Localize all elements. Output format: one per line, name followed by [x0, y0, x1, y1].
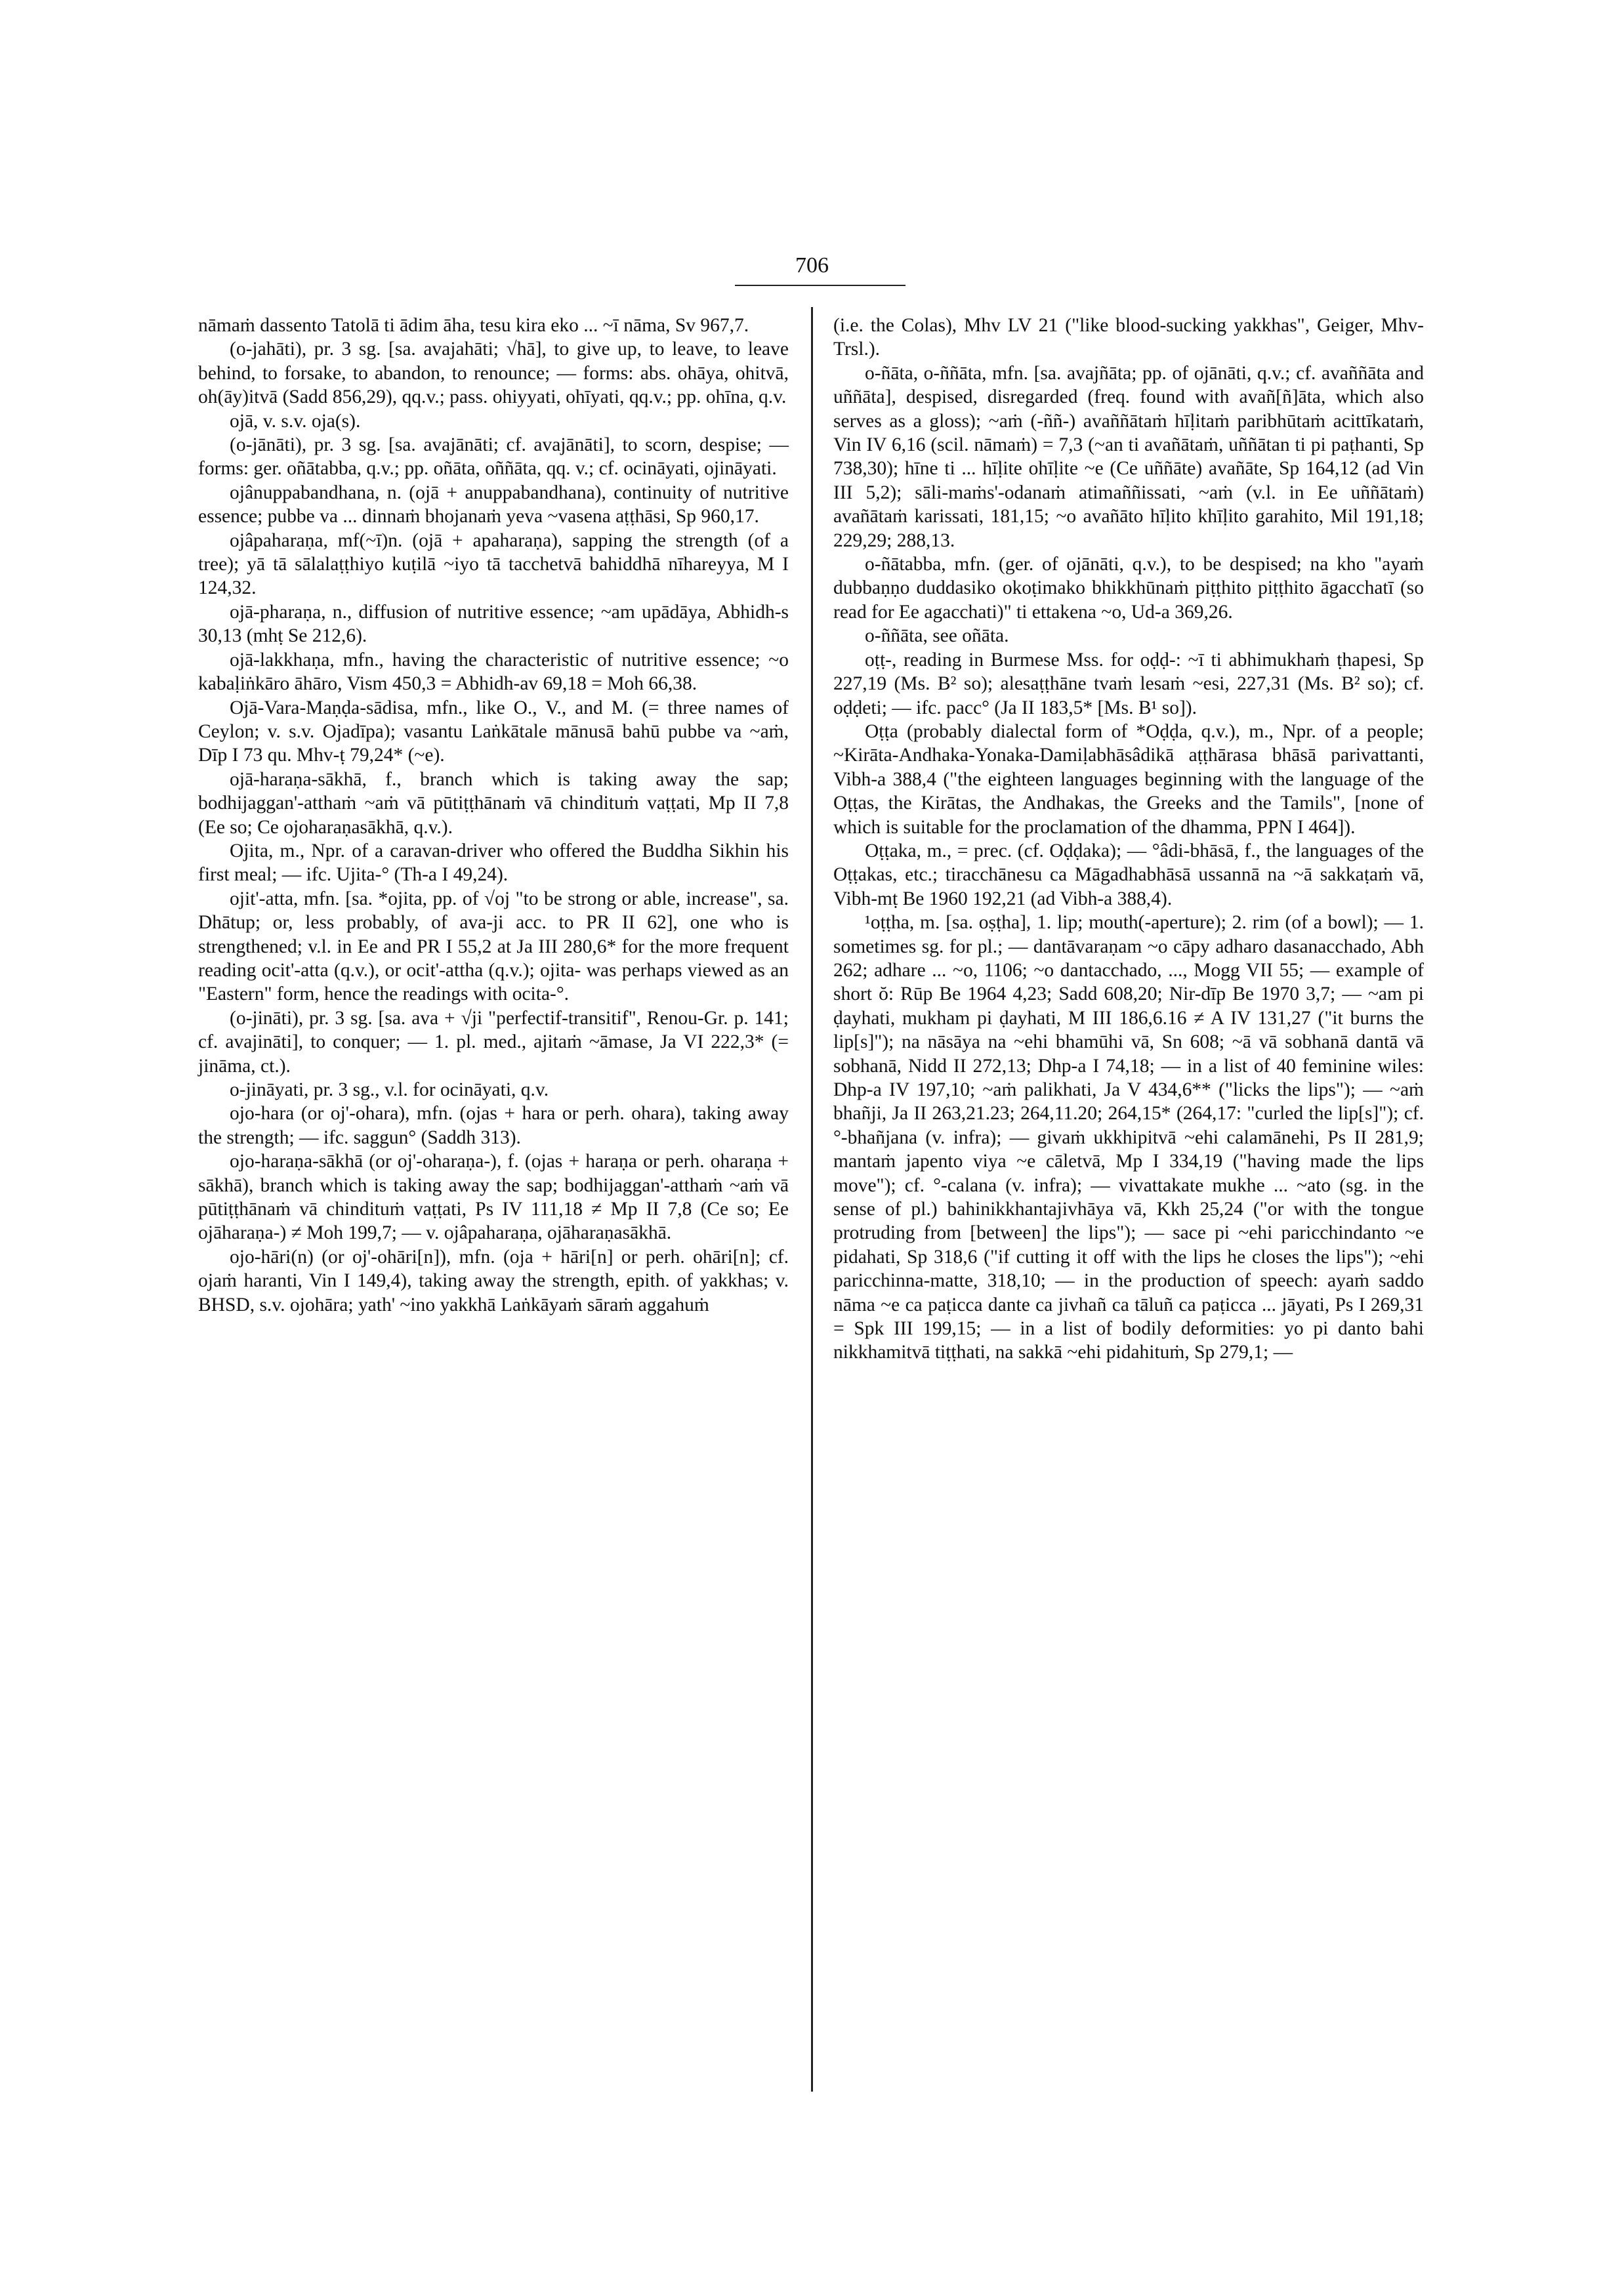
dictionary-entry: nāmaṁ dassento Tatolā ti ādim āha, tesu kira eko ... ~ī nāma, Sv 967,7. — [198, 315, 749, 336]
dictionary-entry: oṭṭ-, reading in Burmese Mss. for oḍḍ-: ~ī ti abhimukhaṁ ṭhapesi, Sp 227,19 (Ms. B² so); alesaṭṭhāne tvaṁ lesaṁ ~esi, 227,31 (Ms. B² so); cf. oḍḍeti; — ifc. pacc° (Ja II 183,5* [Ms. B¹ so]). — [833, 649, 1424, 718]
dictionary-entry: (o-jināti), pr. 3 sg. [sa. ava + √ji "perfectif-transitif", Renou-Gr. p. 141; cf. avajināti], to conquer; — 1. pl. med., ajitaṁ ~āmase, Ja VI 222,3* (= jināma, ct.). — [198, 1007, 789, 1077]
dictionary-entry: ojo-haraṇa-sākhā (or oj'-oharaṇa-), f. (ojas + haraṇa or perh. oharaṇa + sākhā), branch which is taking away the sap; bodhijaggan'-atthaṁ ~aṁ vā pūtiṭṭhānaṁ vā chindituṁ vaṭṭati, Ps IV 111,18 ≠ Mp II 7,8 (Ce so; Ee ojāharaṇa-) ≠ Moh 199,7; — v. ojâpaharaṇa, ojāharaṇasākhā. — [198, 1151, 789, 1244]
dictionary-entry: o-ñātabba, mfn. (ger. of ojānāti, q.v.), to be despised; na kho "ayaṁ dubbaṇṇo duddasiko okoṭimako bhikkhūnaṁ piṭṭhito piṭṭhito āgacchatī (so read for Ee agacchati)" ti ettakena ~o, Ud-a 369,26. — [833, 554, 1424, 623]
right-column — [833, 314, 1424, 1365]
dictionary-entry: Oṭṭaka, m., = prec. (cf. Oḍḍaka); — °âdi-bhāsā, f., the languages of the Oṭṭakas, etc.; tiracchānesu ca Māgadhabhāsā ussannā na ~ā sakkaṭaṁ vā, Vibh-mṭ Be 1960 192,21 (ad Vibh-a 388,4). — [833, 840, 1424, 909]
dictionary-entry: o-ñāta, o-ññāta, mfn. [sa. avajñāta; pp. of ojānāti, q.v.; cf. avaññāta and uññāta], despised, disregarded (freq. found with avañ[ñ]āta, which also serves as a gloss); ~aṁ (-ññ-) avaññātaṁ hīḷitaṁ paribhūtaṁ acittīkataṁ, Vin IV 6,16 (scil. nāmaṁ) = 7,3 (~an ti avañātaṁ, uññātan ti pi paṭhanti, Sp 738,30); hīne ti ... hīḷite ohīḷite ~e (Ce uññāte) avañāte, Sp 164,12 (ad Vin III 5,2); sāli-maṁs'-odanaṁ atimaññissati, ~aṁ (v.l. in Ee uññātaṁ) avañātaṁ karissati, 181,15; ~o avañāto hīḷito khīḷito garahito, Mil 191,18; 229,29; 288,13. — [833, 362, 1424, 551]
dictionary-entry: Ojā-Vara-Maṇḍa-sādisa, mfn., like O., V., and M. (= three names of Ceylon; v. s.v. Ojadīpa); vasantu Laṅkātale mānusā bahū pubbe va ~aṁ, Dīp I 73 qu. Mhv-ṭ 79,24* (~e). — [198, 697, 789, 766]
dictionary-entry: ojā-lakkhaṇa, mfn., having the characteristic of nutritive essence; ~o kabaḷiṅkāro āhāro, Vism 450,3 = Abhidh-av 69,18 = Moh 66,38. — [198, 649, 789, 695]
dictionary-entry: ojo-hara (or oj'-ohara), mfn. (ojas + hara or perh. ohara), taking away the strength; — ifc. saggun° (Saddh 313). — [198, 1103, 789, 1148]
dictionary-entry: ojo-hāri(n) (or oj'-ohāri[n]), mfn. (oja + hāri[n] or perh. ohāri[n]; cf. ojaṁ haranti, Vin I 149,4), taking away the strength, epith. of yakkhas; v. BHSD, s.v. ojohāra; yath' ~ino yakkhā Laṅkāyaṁ sāraṁ aggahuṁ — [198, 1246, 789, 1315]
dictionary-entry: ojā, v. s.v. oja(s). — [230, 410, 361, 432]
dictionary-entry: ojit'-atta, mfn. [sa. *ojita, pp. of √oj "to be strong or able, increase", sa. Dhātup; or, less probably, of ava-ji acc. to PR II 62], one who is strengthened; v.l. in Ee and PR I 55,2 at Ja III 280,6* for the more frequent reading ocit'-atta (q.v.), or ocit'-attha (q.v.); ojita- was perhaps viewed as an "Eastern" form, hence the readings with ocita-°. — [198, 888, 789, 1005]
left-column — [198, 314, 789, 1317]
dictionary-entry: o-jināyati, pr. 3 sg., v.l. for ocināyati, q.v. — [230, 1079, 549, 1100]
dictionary-entry: (i.e. the Colas), Mhv LV 21 ("like blood-sucking yakkhas", Geiger, Mhv-Trsl.). — [833, 315, 1424, 360]
dictionary-entry: (o-jānāti), pr. 3 sg. [sa. avajānāti; cf. avajānāti], to scorn, despise; — forms: ger. oñātabba, q.v.; pp. oñāta, oññāta, qq. v.; cf. ocināyati, ojināyati. — [198, 434, 789, 480]
dictionary-entry: ¹oṭṭha, m. [sa. oṣṭha], 1. lip; mouth(-aperture); 2. rim (of a bowl); — 1. sometimes sg. for pl.; — dantāvaraṇam ~o cāpy adharo dasanacchado, Abh 262; adhare ... ~o, 1106; ~o dantacchado, ..., Mogg VII 55; — example of short ŏ: Rūp Be 1964 4,23; Sadd 608,20; Nir-dīp Be 1970 3,7; — ~am pi ḍayhati, mukham pi ḍayhati, M III 186,6.16 ≠ A IV 131,27 ("it burns the lip[s]"); na nāsāya na ~ehi bhamūhi vā, Sn 608; ~ā vā sobhanā dantā vā sobhanā, Nidd II 272,13; Dhp-a I 74,18; — in a list of 40 feminine wiles: Dhp-a IV 197,10; ~aṁ palikhati, Ja V 434,6** ("licks the lips"); — ~aṁ bhañji, Ja II 263,21.23; 264,11.20; 264,15* (264,17: "curled the lip[s]"); cf. °-bhañjana (v. infra); — givaṁ ukkhipitvā ~ehi calamānehi, Ps II 281,9; mantaṁ japento viya ~e cāletvā, Mp I 334,19 ("having made the lips move"); cf. °-calana (v. infra); — vivattakate mukhe ... ~ato (sg. in the sense of pl.) bahinikkhantajivhāya vā, Kkh 25,24 ("or with the tongue protruding from [between] the lips"); — sace pi ~ehi paricchindanto ~e pidahati, Sp 318,6 ("if cutting it off with the lips he closes the lips"); ~ehi paricchinna-matte, 318,10; — in the production of speech: ayaṁ saddo nāma ~e ca paṭicca dante ca jivhañ ca tāluñ ca paṭicca ... jāyati, Ps I 269,31 = Spk III 199,15; — in a list of bodily deformities: yo pi danto bahi nikkhamitvā tiṭṭhati, na sakkā ~ehi pidahituṁ, Sp 279,1; — — [833, 912, 1424, 1363]
dictionary-entry: ojânuppabandhana, n. (ojā + anuppabandhana), continuity of nutritive essence; pubbe va ... dinnaṁ bhojanaṁ yeva ~vasena aṭṭhāsi, Sp 960,17. — [198, 482, 789, 527]
dictionary-entry: ojâpaharaṇa, mf(~ī)n. (ojā + apaharaṇa), sapping the strength (of a tree); yā tā sālalaṭṭhiyo kuṭilā ~iyo tā tacchetvā bahiddhā nīhareyya, M I 124,32. — [198, 529, 789, 599]
header-rule — [735, 285, 906, 286]
dictionary-entry: o-ññāta, see oñāta. — [865, 625, 1009, 647]
column-divider — [811, 307, 813, 2092]
dictionary-entry: (o-jahāti), pr. 3 sg. [sa. avajahāti; √hā], to give up, to leave, to leave behind, to forsake, to abandon, to renounce; — forms: abs. ohāya, ohitvā, oh(āy)itvā (Sadd 856,29), qq.v.; pass. ohiyyati, ohīyati, qq.v.; pp. ohīna, q.v. — [198, 339, 789, 408]
dictionary-entry: Oṭṭa (probably dialectal form of *Oḍḍa, q.v.), m., Npr. of a people; ~Kirāta-Andhaka-Yonaka-Damiḷabhāsâdikā aṭṭhārasa bhāsā parivattanti, Vibh-a 388,4 ("the eighteen languages beginning with the language of the Oṭṭas, the Kirātas, the Andhakas, the Greeks and the Tamils", [none of which is suitable for the proclamation of the dhamma, PPN I 464]). — [833, 720, 1424, 838]
page-number: 706 — [795, 253, 829, 278]
dictionary-entry: ojā-haraṇa-sākhā, f., branch which is taking away the sap; bodhijaggan'-atthaṁ ~aṁ vā pūtiṭṭhānaṁ vā chindituṁ vaṭṭati, Mp II 7,8 (Ee so; Ce ojoharaṇasākhā, q.v.). — [198, 768, 789, 838]
dictionary-entry: Ojita, m., Npr. of a caravan-driver who offered the Buddha Sikhin his first meal; — ifc. Ujita-° (Th-a I 49,24). — [198, 840, 789, 886]
dictionary-entry: ojā-pharaṇa, n., diffusion of nutritive essence; ~am upādāya, Abhidh-s 30,13 (mhṭ Se 212,6). — [198, 601, 789, 647]
